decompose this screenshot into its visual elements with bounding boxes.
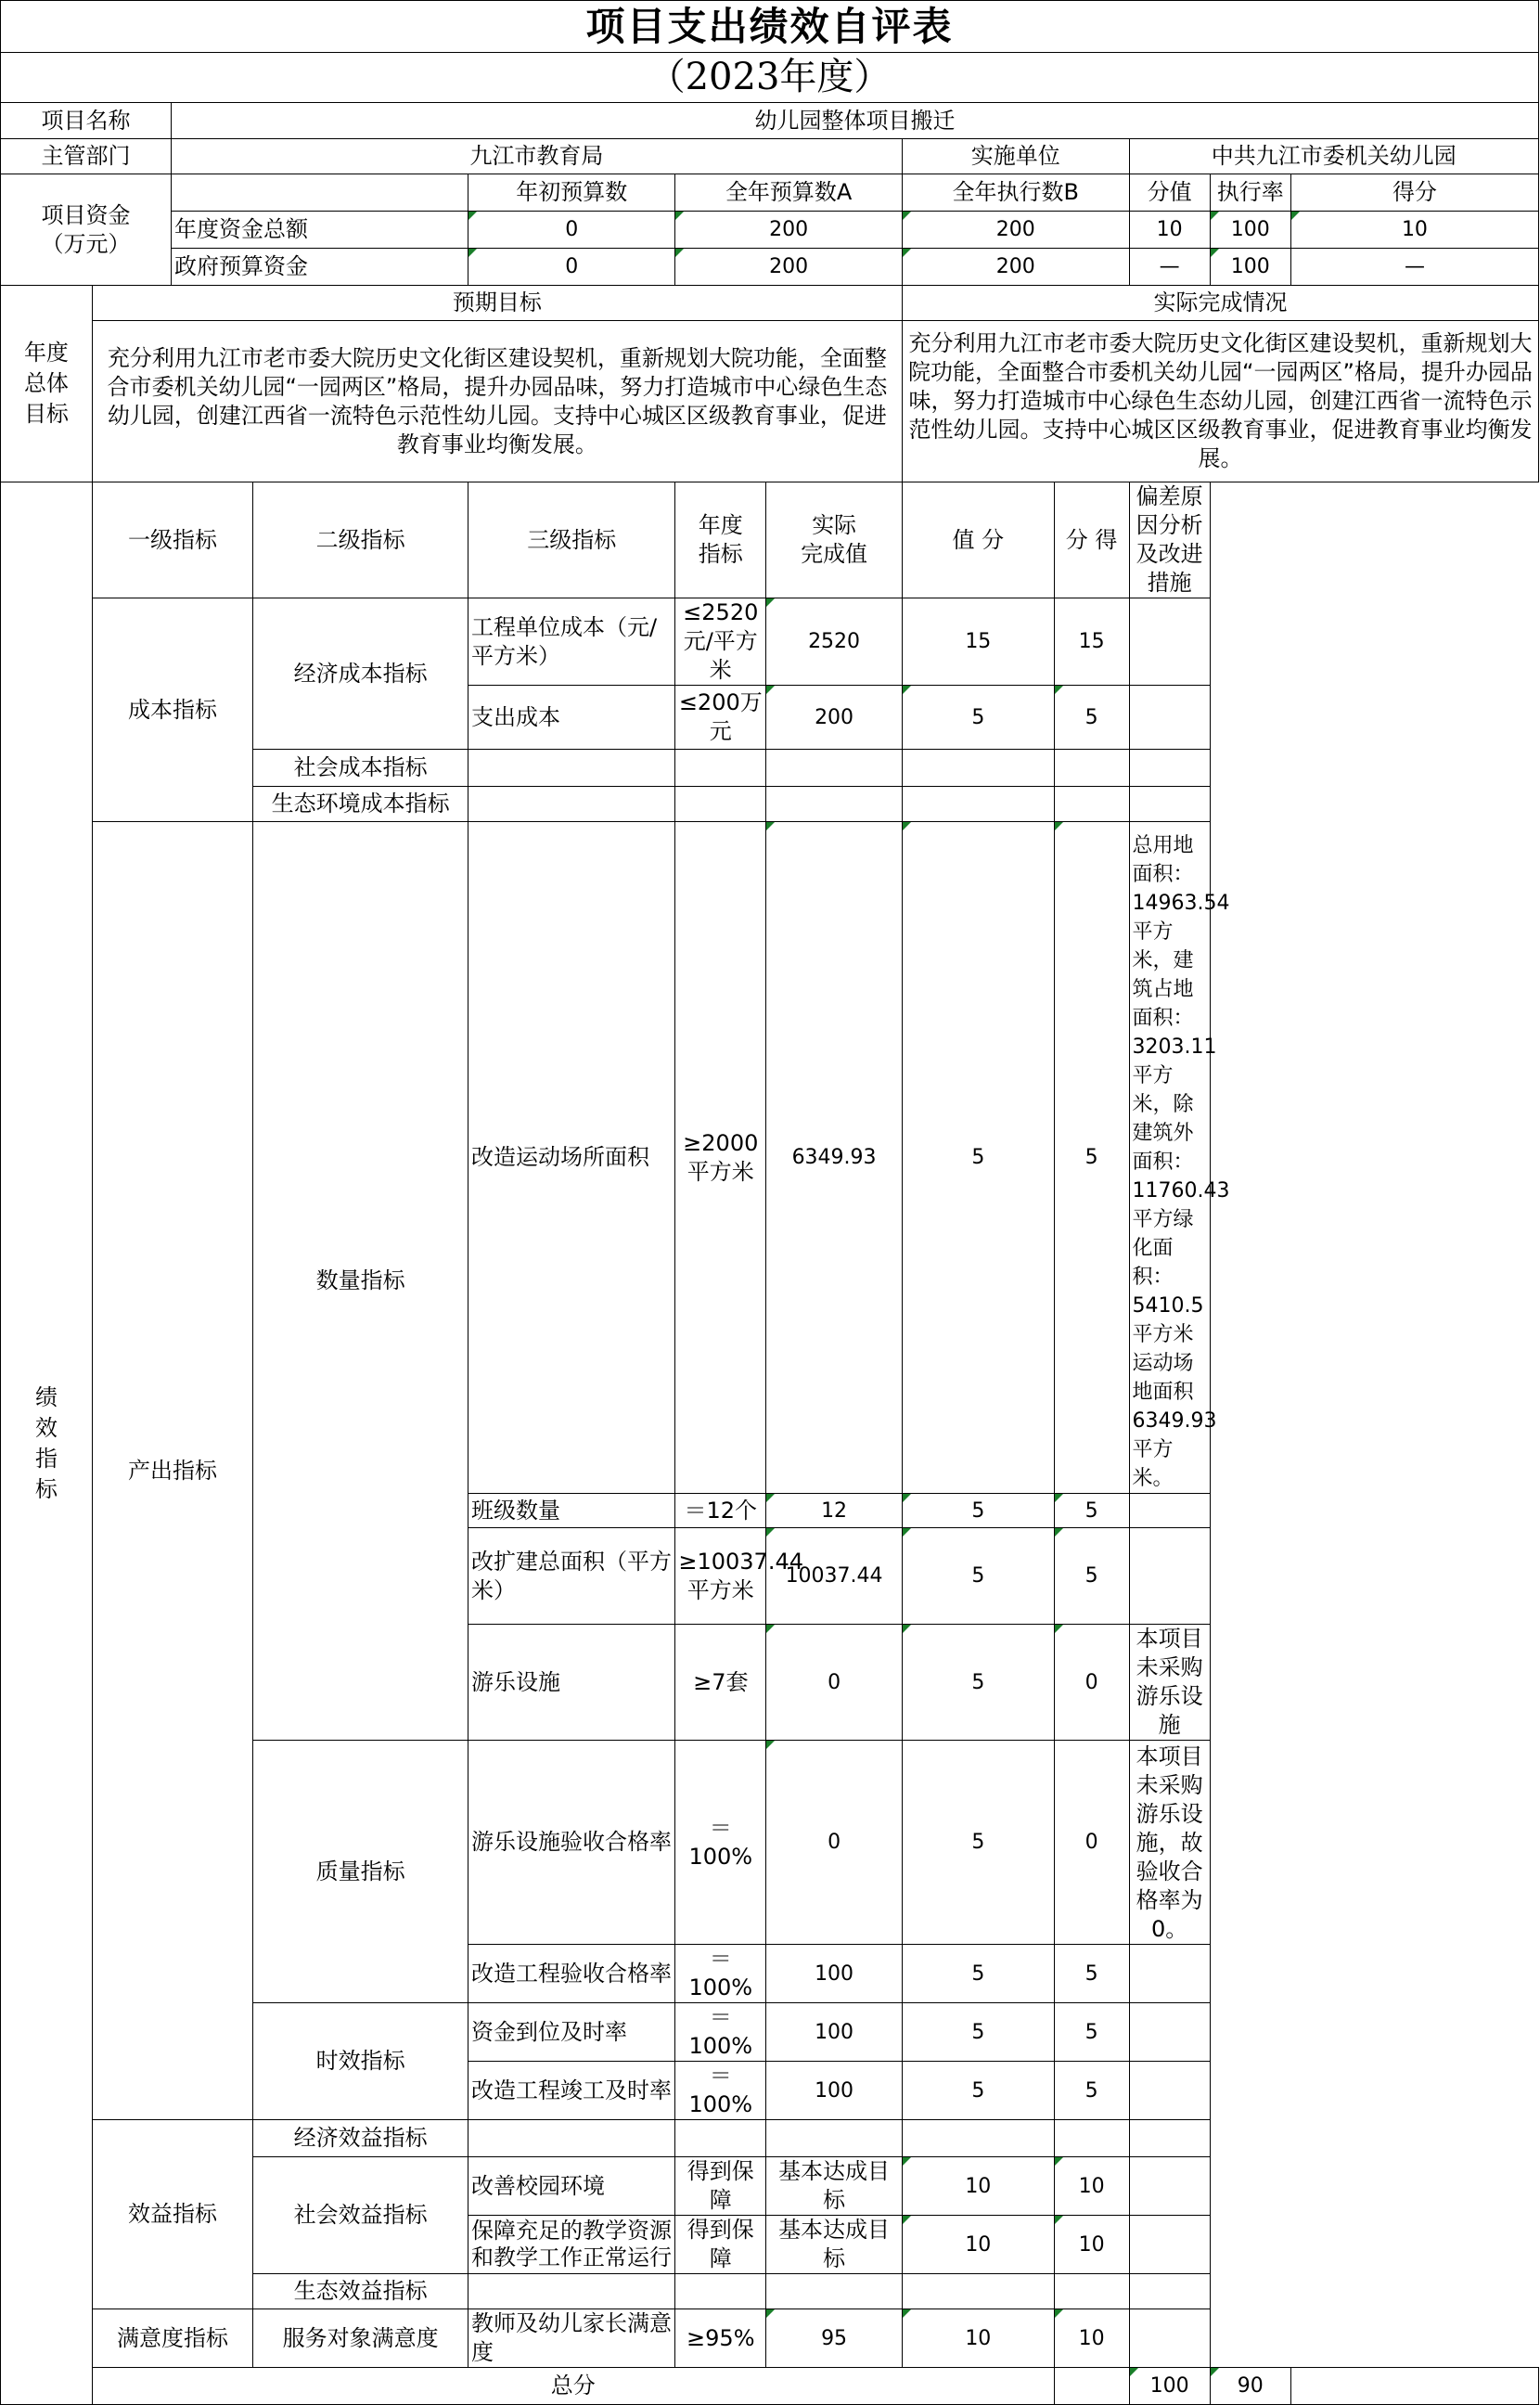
empty-cell xyxy=(468,787,675,822)
indicator-score: 10 xyxy=(1054,2216,1129,2274)
empty-cell xyxy=(766,787,903,822)
funds-row-executed: 200 xyxy=(902,212,1129,249)
goals-label: 年度 总体 目标 xyxy=(1,286,93,482)
indicator-name: 游乐设施验收合格率 xyxy=(468,1741,675,1945)
indicator-note: 本项目未采购游乐设施 xyxy=(1129,1625,1210,1741)
indicator-value: 5 xyxy=(902,1494,1054,1528)
indicator-name: 班级数量 xyxy=(468,1494,675,1528)
dept-label: 主管部门 xyxy=(1,139,172,174)
indicator-score: 5 xyxy=(1054,686,1129,750)
funds-header-annual: 全年预算数A xyxy=(675,174,903,212)
level2-quality: 质量指标 xyxy=(253,1741,468,2003)
funds-header-score: 得分 xyxy=(1290,174,1538,212)
empty-cell xyxy=(468,2120,675,2157)
level2-quantity: 数量指标 xyxy=(253,822,468,1741)
table-title: 项目支出绩效自评表 xyxy=(1,1,1539,53)
indicator-target: ≥2000平方米 xyxy=(675,822,766,1494)
expected-goal-label: 预期目标 xyxy=(92,286,902,321)
funds-row-annual: 200 xyxy=(675,212,903,249)
indicator-target: ≥7套 xyxy=(675,1625,766,1741)
indicator-value: 15 xyxy=(902,598,1054,686)
indicator-value: 5 xyxy=(902,1741,1054,1945)
dept-value: 九江市教育局 xyxy=(171,139,902,174)
indicator-target: ＝100% xyxy=(675,1945,766,2003)
indicator-score: 10 xyxy=(1054,2157,1129,2216)
indicator-actual: 基本达成目标 xyxy=(766,2216,903,2274)
indicator-name: 教师及幼儿家长满意度 xyxy=(468,2309,675,2368)
header-deviation: 偏差原因分析 及改进措施 xyxy=(1129,482,1210,598)
indicator-actual: 0 xyxy=(766,1625,903,1741)
indicator-actual: 100 xyxy=(766,2062,903,2120)
funds-header-score-value: 分值 xyxy=(1129,174,1210,212)
indicator-note xyxy=(1129,2309,1210,2368)
empty-cell xyxy=(675,2274,766,2309)
empty-cell xyxy=(902,2274,1054,2309)
funds-row-score-value: — xyxy=(1129,249,1210,286)
funds-row-score: 10 xyxy=(1290,212,1538,249)
total-value: 100 xyxy=(1129,2368,1210,2405)
level2-eco-benefit: 生态效益指标 xyxy=(253,2274,468,2309)
funds-row-label: 政府预算资金 xyxy=(171,249,468,286)
indicator-note xyxy=(1129,1494,1210,1528)
header-level3: 三级指标 xyxy=(468,482,675,598)
level1-benefit: 效益指标 xyxy=(92,2120,252,2309)
funds-row-label: 年度资金总额 xyxy=(171,212,468,249)
indicator-name: 保障充足的教学资源和教学工作正常运行 xyxy=(468,2216,675,2274)
funds-row-rate: 100 xyxy=(1210,249,1290,286)
indicator-target: ＝100% xyxy=(675,2062,766,2120)
indicator-name: 改扩建总面积（平方米） xyxy=(468,1528,675,1625)
level2-economic-benefit: 经济效益指标 xyxy=(253,2120,468,2157)
expected-goal-text: 充分利用九江市老市委大院历史文化街区建设契机，重新规划大院功能，全面整合市委机关幼儿园“一园两区”格局，提升办园品味，努力打造城市中心绿色生态幼儿园，创建江西省一流特色示范性幼儿园。支持中心城区区级教育事业，促进教育事业均衡发展。 xyxy=(92,321,902,482)
indicator-score: 5 xyxy=(1054,822,1129,1494)
funds-header-rate: 执行率 xyxy=(1210,174,1290,212)
indicator-value: 10 xyxy=(902,2216,1054,2274)
actual-goal-text: 充分利用九江市老市委大院历史文化街区建设契机，重新规划大院功能，全面整合市委机关幼儿园“一园两区”格局，提升办园品味，努力打造城市中心绿色生态幼儿园，创建江西省一流特色示范性幼儿园。支持中心城区区级教育事业，促进教育事业均衡发展。 xyxy=(902,321,1538,482)
header-score: 分 得 xyxy=(1054,482,1129,598)
indicator-value: 5 xyxy=(902,1945,1054,2003)
level2-timeliness: 时效指标 xyxy=(253,2003,468,2120)
unit-value: 中共九江市委机关幼儿园 xyxy=(1129,139,1538,174)
empty-cell xyxy=(1054,2368,1129,2405)
empty-cell xyxy=(468,750,675,787)
empty-cell xyxy=(1054,787,1129,822)
funds-label: 项目资金 （万元） xyxy=(1,174,172,286)
empty-cell xyxy=(766,2120,903,2157)
indicator-target: ≥10037.44平方米 xyxy=(675,1528,766,1625)
indicator-actual: 12 xyxy=(766,1494,903,1528)
project-name-label: 项目名称 xyxy=(1,103,172,139)
indicator-value: 10 xyxy=(902,2157,1054,2216)
empty-cell xyxy=(766,2274,903,2309)
empty-cell xyxy=(1129,787,1210,822)
indicator-note xyxy=(1129,2216,1210,2274)
empty-cell xyxy=(675,2120,766,2157)
indicator-target: 得到保障 xyxy=(675,2216,766,2274)
project-name: 幼儿园整体项目搬迁 xyxy=(171,103,1538,139)
header-level2: 二级指标 xyxy=(253,482,468,598)
header-actual-value: 实际 完成值 xyxy=(766,482,903,598)
empty-cell xyxy=(1129,2274,1210,2309)
indicator-value: 5 xyxy=(902,1625,1054,1741)
indicator-score: 5 xyxy=(1054,2062,1129,2120)
empty-cell xyxy=(1054,2120,1129,2157)
indicator-score: 5 xyxy=(1054,2003,1129,2062)
funds-row-annual: 200 xyxy=(675,249,903,286)
empty-cell xyxy=(1054,750,1129,787)
empty-cell xyxy=(1129,750,1210,787)
actual-goal-label: 实际完成情况 xyxy=(902,286,1538,321)
funds-row-initial: 0 xyxy=(468,212,675,249)
indicator-name: 改造工程验收合格率 xyxy=(468,1945,675,2003)
indicator-name: 改善校园环境 xyxy=(468,2157,675,2216)
indicator-actual: 100 xyxy=(766,1945,903,2003)
indicator-actual: 200 xyxy=(766,686,903,750)
empty-cell xyxy=(675,750,766,787)
indicator-score: 5 xyxy=(1054,1945,1129,2003)
empty-cell xyxy=(766,750,903,787)
funds-row-executed: 200 xyxy=(902,249,1129,286)
indicator-note xyxy=(1129,2003,1210,2062)
indicator-note xyxy=(1129,2157,1210,2216)
indicator-actual: 2520 xyxy=(766,598,903,686)
indicator-score: 0 xyxy=(1054,1625,1129,1741)
indicator-name: 支出成本 xyxy=(468,686,675,750)
funds-header-executed: 全年执行数B xyxy=(902,174,1129,212)
indicator-actual: 10037.44 xyxy=(766,1528,903,1625)
indicator-score: 10 xyxy=(1054,2309,1129,2368)
indicator-value: 5 xyxy=(902,2003,1054,2062)
level1-cost: 成本指标 xyxy=(92,598,252,822)
header-score-value: 值 分 xyxy=(902,482,1054,598)
indicator-target: ≤2520元/平方米 xyxy=(675,598,766,686)
empty-cell xyxy=(675,787,766,822)
indicator-note xyxy=(1129,598,1210,686)
empty-cell xyxy=(1290,2368,1538,2405)
indicator-actual: 0 xyxy=(766,1741,903,1945)
indicator-actual: 6349.93 xyxy=(766,822,903,1494)
indicator-target: ＝12个 xyxy=(675,1494,766,1528)
indicator-value: 5 xyxy=(902,686,1054,750)
funds-row-initial: 0 xyxy=(468,249,675,286)
indicator-name: 改造工程竣工及时率 xyxy=(468,2062,675,2120)
level2-economic-cost: 经济成本指标 xyxy=(253,598,468,750)
funds-row-score: — xyxy=(1290,249,1538,286)
indicator-note: 总用地面积：14963.54平方米，建筑占地面积：3203.11平方米，除建筑外面积：11760.43平方绿化面积：5410.5平方米运动场地面积6349.93平方米。 xyxy=(1129,822,1210,1494)
funds-header-initial: 年初预算数 xyxy=(468,174,675,212)
indicator-score: 5 xyxy=(1054,1528,1129,1625)
indicator-target: ≥95% xyxy=(675,2309,766,2368)
indicator-name: 改造运动场所面积 xyxy=(468,822,675,1494)
empty-cell xyxy=(468,2274,675,2309)
indicator-name: 资金到位及时率 xyxy=(468,2003,675,2062)
empty-cell xyxy=(902,2120,1054,2157)
indicator-actual: 100 xyxy=(766,2003,903,2062)
indicator-note xyxy=(1129,686,1210,750)
level2-eco-cost: 生态环境成本指标 xyxy=(253,787,468,822)
total-label: 总分 xyxy=(92,2368,1054,2405)
indicator-score: 5 xyxy=(1054,1494,1129,1528)
indicator-target: ≤200万元 xyxy=(675,686,766,750)
indicator-value: 5 xyxy=(902,1528,1054,1625)
indicator-value: 5 xyxy=(902,2062,1054,2120)
level2-social-benefit: 社会效益指标 xyxy=(253,2157,468,2274)
indicator-value: 5 xyxy=(902,822,1054,1494)
header-level1: 一级指标 xyxy=(92,482,252,598)
indicator-score: 0 xyxy=(1054,1741,1129,1945)
level1-satisfaction: 满意度指标 xyxy=(92,2309,252,2368)
header-annual-target: 年度 指标 xyxy=(675,482,766,598)
indicator-note xyxy=(1129,1528,1210,1625)
indicator-note: 本项目未采购游乐设施，故验收合格率为0。 xyxy=(1129,1741,1210,1945)
indicators-section-label: 绩 效 指 标 xyxy=(1,482,93,2405)
table-subtitle: （2023年度） xyxy=(1,53,1539,103)
unit-label: 实施单位 xyxy=(902,139,1129,174)
indicator-note xyxy=(1129,1945,1210,2003)
indicator-actual: 基本达成目标 xyxy=(766,2157,903,2216)
indicator-value: 10 xyxy=(902,2309,1054,2368)
empty-cell xyxy=(1129,2120,1210,2157)
level2-service: 服务对象满意度 xyxy=(253,2309,468,2368)
indicator-target: 得到保障 xyxy=(675,2157,766,2216)
empty-cell xyxy=(902,750,1054,787)
total-score: 90 xyxy=(1210,2368,1290,2405)
funds-row-rate: 100 xyxy=(1210,212,1290,249)
funds-row-score-value: 10 xyxy=(1129,212,1210,249)
indicator-name: 游乐设施 xyxy=(468,1625,675,1741)
indicator-note xyxy=(1129,2062,1210,2120)
funds-blank xyxy=(171,174,468,212)
level2-social-cost: 社会成本指标 xyxy=(253,750,468,787)
indicator-name: 工程单位成本（元/平方米） xyxy=(468,598,675,686)
empty-cell xyxy=(902,787,1054,822)
indicator-target: ＝100% xyxy=(675,1741,766,1945)
empty-cell xyxy=(1054,2274,1129,2309)
indicator-target: ＝100% xyxy=(675,2003,766,2062)
level1-output: 产出指标 xyxy=(92,822,252,2120)
indicator-score: 15 xyxy=(1054,598,1129,686)
indicator-actual: 95 xyxy=(766,2309,903,2368)
